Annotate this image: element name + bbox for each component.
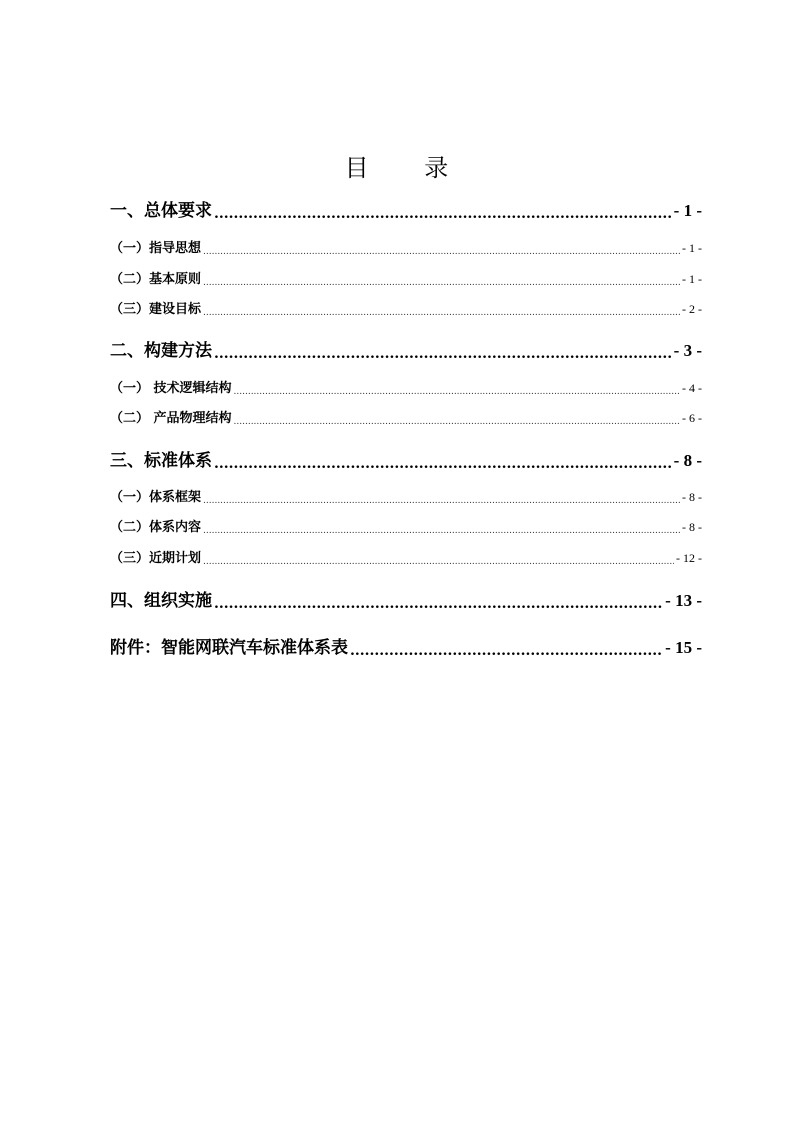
dot-leader	[203, 278, 680, 287]
toc-entry-label: （二）基本原则	[110, 272, 202, 287]
toc-entry-section-4[interactable]	[110, 586, 702, 611]
toc-entry-3-1[interactable]	[110, 486, 702, 505]
dot-leader	[350, 643, 663, 657]
toc-entry-page: - 4 -	[682, 381, 702, 395]
toc-entry-label: 三、标准体系	[110, 451, 212, 471]
toc-entry-page: - 1 -	[673, 201, 702, 220]
dot-leader	[214, 346, 672, 360]
dot-leader	[234, 417, 680, 426]
toc-entry-label: 附件：智能网联汽车标准体系表	[110, 638, 348, 658]
toc-entry-appendix[interactable]	[110, 633, 702, 658]
toc-entry-label: （一） 技术逻辑结构	[110, 381, 232, 396]
dot-leader	[214, 456, 672, 470]
dot-leader	[214, 596, 663, 610]
toc-entry-page: - 13 -	[665, 591, 702, 610]
toc-entry-page: - 1 -	[682, 272, 702, 286]
toc-entry-1-2[interactable]	[110, 268, 702, 287]
toc-entry-page: - 3 -	[673, 341, 702, 360]
toc-entry-label: （一）指导思想	[110, 241, 202, 256]
toc-entry-label: 四、组织实施	[110, 591, 212, 611]
toc-entry-label: （二） 产品物理结构	[110, 411, 232, 426]
toc-entry-label: （一）体系框架	[110, 490, 202, 505]
toc-entry-3-2[interactable]	[110, 516, 702, 535]
dot-leader	[214, 206, 672, 220]
toc-entry-page: - 6 -	[682, 411, 702, 425]
toc-entry-3-3[interactable]	[110, 547, 702, 566]
dot-leader	[203, 496, 680, 505]
dot-leader	[234, 387, 680, 396]
toc-entry-page: - 8 -	[673, 451, 702, 470]
toc-entry-2-1[interactable]	[110, 377, 702, 396]
dot-leader	[203, 247, 680, 256]
toc-entry-page: - 1 -	[682, 241, 702, 255]
toc-entry-page: - 8 -	[682, 490, 702, 504]
toc-entry-label: 二、构建方法	[110, 341, 212, 361]
toc-entry-label: 一、总体要求	[110, 201, 212, 221]
toc-entry-1-3[interactable]	[110, 298, 702, 317]
toc-entry-section-1[interactable]	[110, 196, 702, 221]
toc-entry-page: - 12 -	[676, 551, 702, 565]
dot-leader	[203, 526, 680, 535]
toc-entry-2-2[interactable]	[110, 407, 702, 426]
toc-entry-section-2[interactable]	[110, 336, 702, 361]
toc-entry-page: - 15 -	[665, 638, 702, 657]
dot-leader	[203, 557, 674, 566]
toc-entry-page: - 2 -	[682, 302, 702, 316]
toc-entry-label: （二）体系内容	[110, 520, 202, 535]
toc-entry-page: - 8 -	[682, 520, 702, 534]
dot-leader	[203, 308, 680, 317]
toc-title: 目 录	[344, 154, 473, 182]
toc-entry-label: （三）建设目标	[110, 302, 202, 317]
toc-entry-label: （三）近期计划	[110, 551, 202, 566]
toc-entry-section-3[interactable]	[110, 446, 702, 471]
toc-entry-1-1[interactable]	[110, 237, 702, 256]
